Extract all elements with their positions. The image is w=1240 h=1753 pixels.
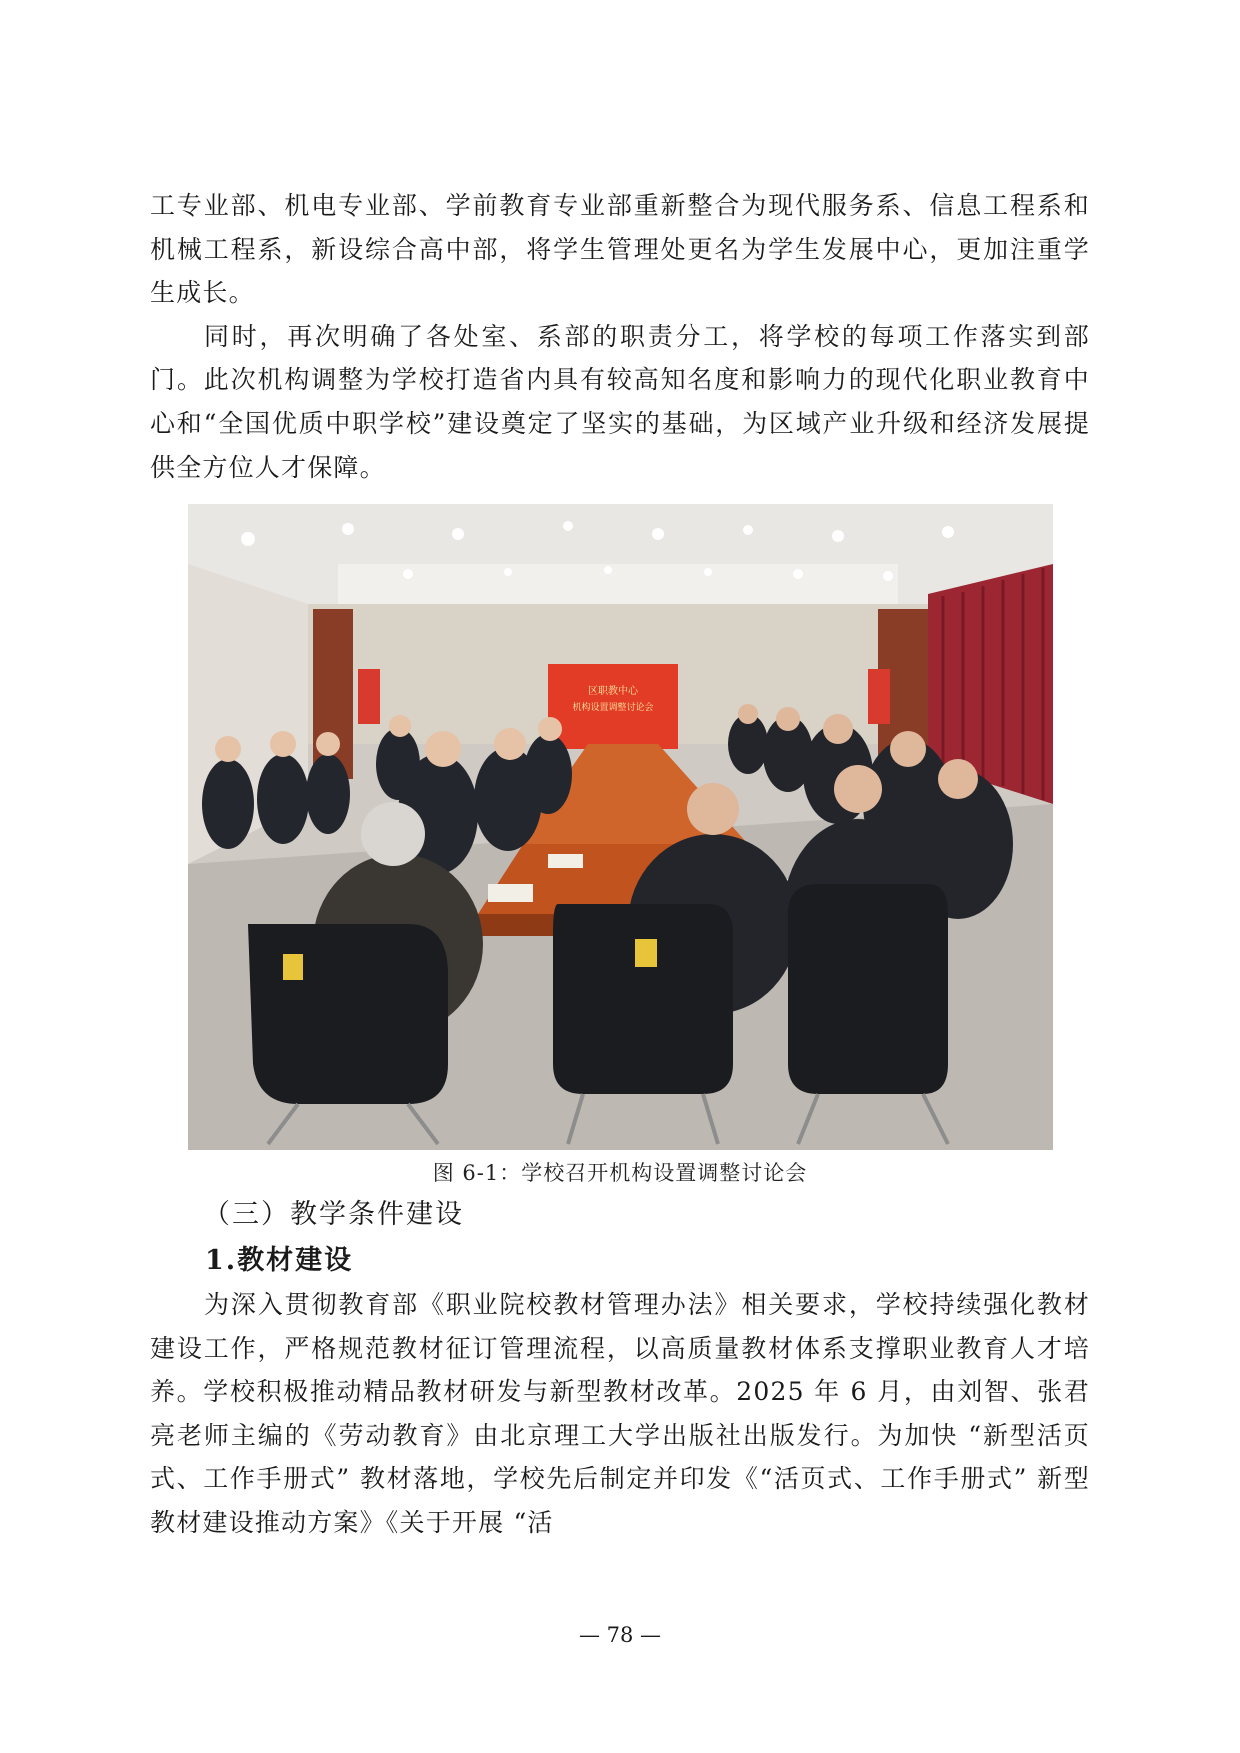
- banner-line-1: 区职教中心: [588, 686, 638, 697]
- subsection-heading: 1.教材建设: [205, 1245, 354, 1276]
- figure-caption: 图 6-1：学校召开机构设置调整讨论会: [432, 1161, 808, 1185]
- paragraph: 为深入贯彻教育部《职业院校教材管理办法》相关要求，学校持续强化教材建设工作，严格规范教材征订管理流程，以高质量教材体系支撑职业教育人才培养。学校积极推动精品教材研发与新型教材改革。2025 年 6 月，由刘智、张君亮老师主编的《劳动教育》由北京理工大学出版社出版发行。为加快 “新型活页式、工作手册式” 教材落地，学校先后制定并印发《“活页式、工作手册式” 新型教材建设推动方案》《关于开展 “活: [150, 1290, 1090, 1537]
- section-heading: （三）教学条件建设: [203, 1199, 464, 1230]
- paragraph: 同时，再次明确了各处室、系部的职责分工，将学校的每项工作落实到部门。此次机构调整为学校打造省内具有较高知名度和影响力的现代化职业教育中心和“全国优质中职学校”建设奠定了坚实的基础，为区域产业升级和经济发展提供全方位人才保障。: [150, 321, 1090, 482]
- banner-line-2: 机构设置调整讨论会: [572, 703, 654, 713]
- page-number: — 78 —: [578, 1623, 662, 1647]
- paragraph-continuation: 工专业部、机电专业部、学前教育专业部重新整合为现代服务系、信息工程系和机械工程系，新设综合高中部，将学生管理处更名为学生发展中心，更加注重学生成长。: [150, 191, 1090, 308]
- body-text-bottom: [150, 1283, 1090, 1545]
- meeting-photo: [188, 504, 1053, 1150]
- body-text-top: [150, 184, 1090, 489]
